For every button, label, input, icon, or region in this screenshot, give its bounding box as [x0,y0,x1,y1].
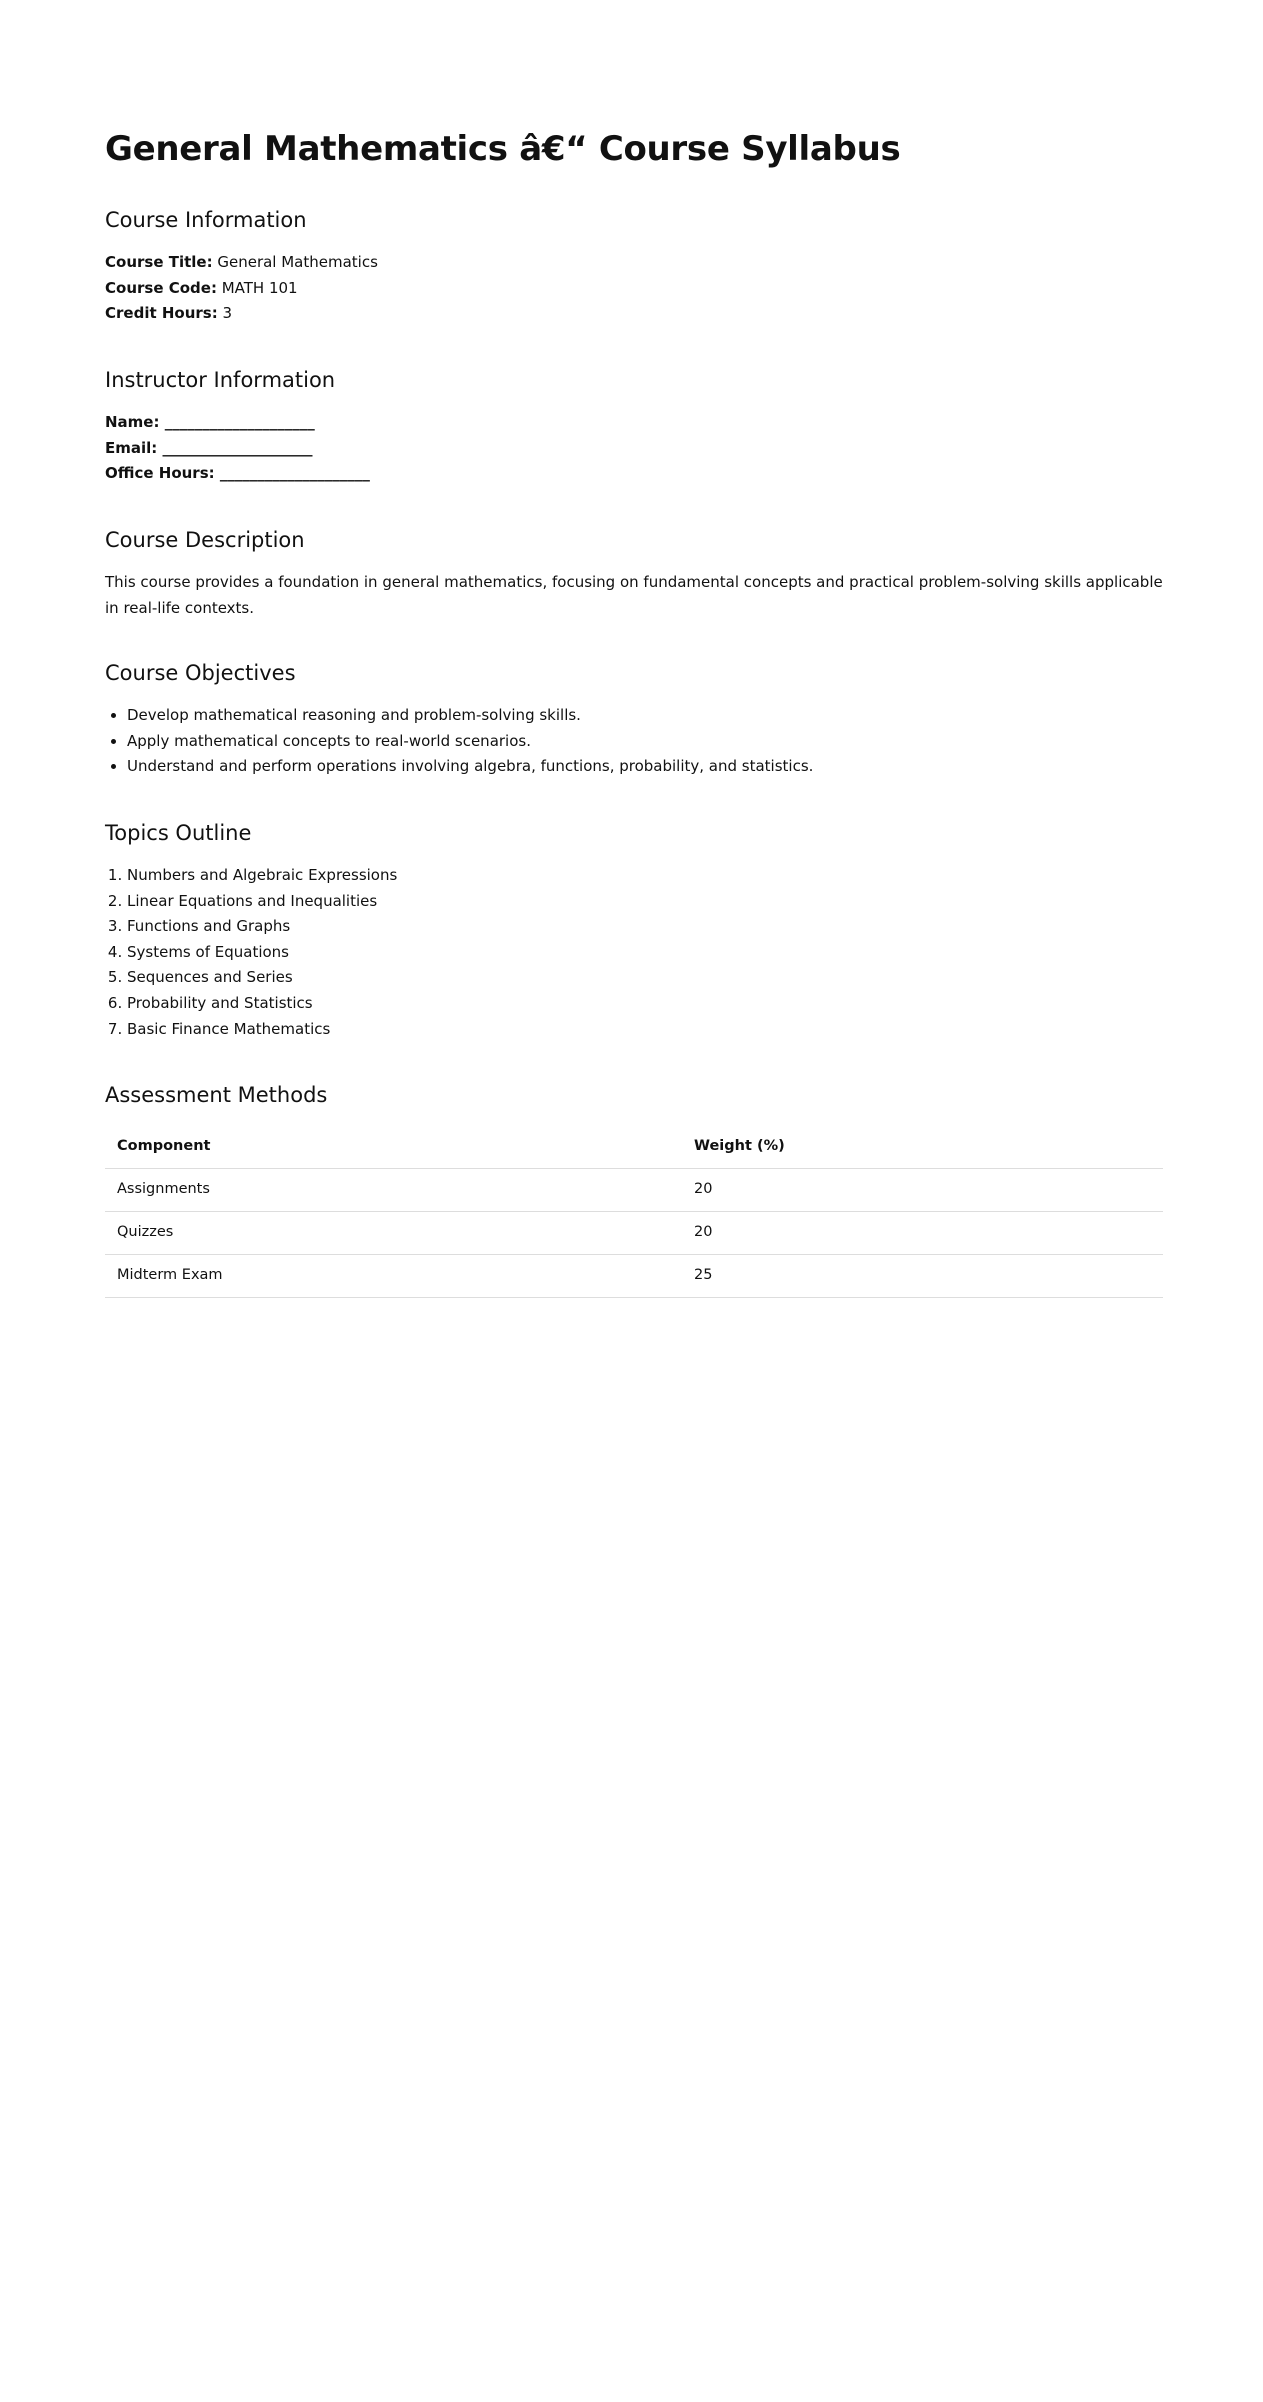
table-header-row [105,1126,1163,1169]
course-info [105,250,1163,327]
course-code-line [105,276,1163,302]
component-cell: Quizzes [105,1212,682,1255]
objectives-list [105,703,1185,780]
label: Email: [105,438,158,457]
column-header: Component [105,1126,682,1169]
column-header: Weight (%) [682,1126,1163,1169]
instructor-name-line [105,410,1163,436]
page-title: General Mathematics â€“ Course Syllabus [105,129,901,169]
list-item: 3. Functions and Graphs [127,914,1185,940]
list-item: 6. Probability and Statistics [127,991,1185,1017]
assessment-table [105,1126,1163,1298]
label: Course Code: [105,278,217,297]
description-heading: Course Description [105,528,305,552]
course-info-heading: Course Information [105,208,307,232]
office-hours-line [105,461,1163,487]
weight-cell: 20 [682,1212,1163,1255]
list-item: 2. Linear Equations and Inequalities [127,889,1185,915]
credit-hours-line [105,301,1163,327]
label: Office Hours: [105,464,215,483]
list-item: 7. Basic Finance Mathematics [127,1017,1185,1043]
assessment-table-wrap [105,1126,1163,1298]
label: Name: [105,413,160,431]
label: Credit Hours: [105,304,218,323]
weight-cell: 20 [682,1169,1163,1212]
instructor-heading: Instructor Information [105,368,336,392]
component-cell: Assignments [105,1169,682,1212]
topics-heading: Topics Outline [105,821,252,845]
instructor-info [105,410,1163,487]
objectives-heading: Course Objectives [105,661,296,685]
value: ____________________ [162,438,313,457]
list-item: • Understand and perform operations involving algebra, functions, probability, and statistics. [127,754,1185,780]
description-text: This course provides a foundation in general mathematics, focusing on fundamental concepts and practical problem-solving skills applicable in real-life contexts. [105,573,1163,617]
list-item: 4. Systems of Equations [127,940,1185,966]
list-item: 5. Sequences and Series [127,965,1185,991]
weight-cell: 25 [682,1255,1163,1298]
component-cell: Midterm Exam [105,1255,682,1298]
value: ____________________ [219,464,370,483]
label: Course Title: [105,253,213,271]
value: MATH 101 [221,278,298,297]
topics-list [105,863,1185,1042]
table-row [105,1169,1163,1212]
list-item: • Develop mathematical reasoning and problem-solving skills. [127,703,1185,729]
assessment-heading: Assessment Methods [105,1083,328,1107]
course-title-line [105,250,1163,276]
list-item: • Apply mathematical concepts to real-world scenarios. [127,729,1185,755]
instructor-email-line [105,436,1163,462]
value: General Mathematics [217,253,378,271]
value: ____________________ [164,413,315,431]
table-row [105,1255,1163,1298]
table-row [105,1212,1163,1255]
value: 3 [222,304,233,323]
list-item: 1. Numbers and Algebraic Expressions [127,863,1185,889]
